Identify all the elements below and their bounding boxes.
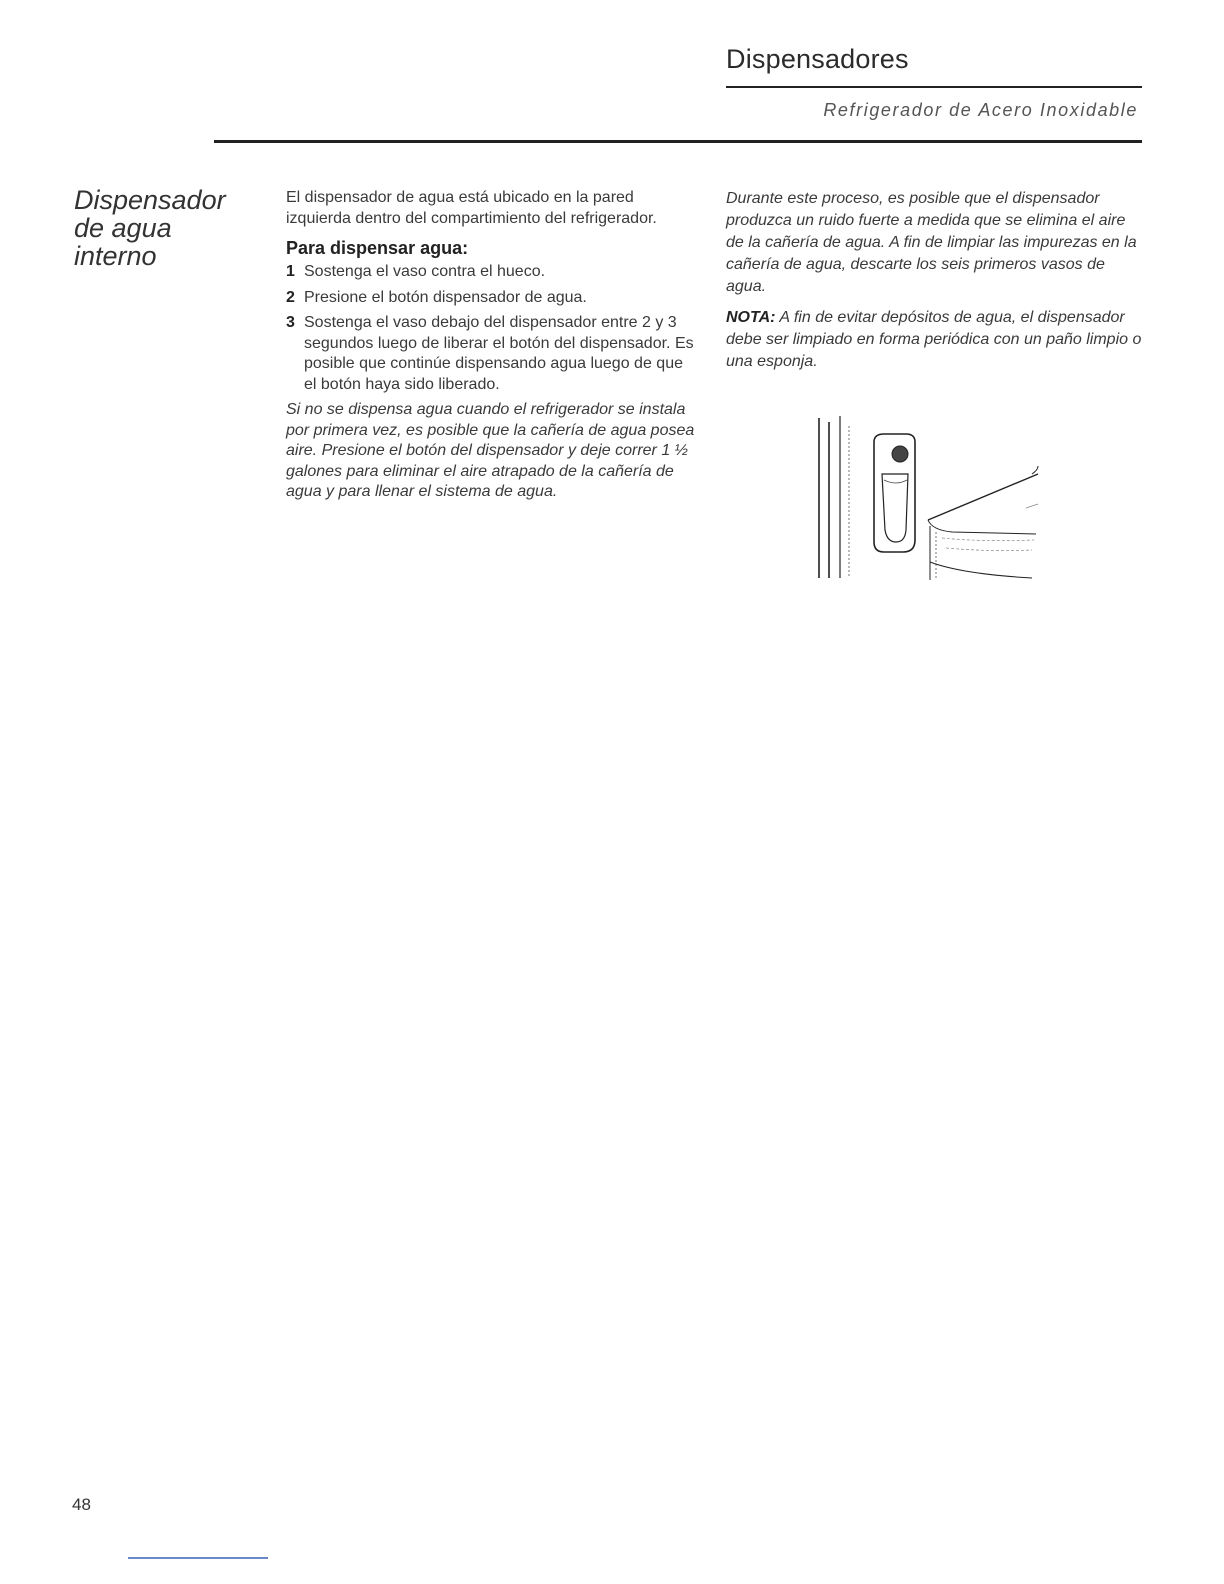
section-heading	[74, 186, 254, 270]
step-text: Sostenga el vaso debajo del dispensador entre 2 y 3 segundos luego de liberar el botón del dispensador. Es posible que continúe dispensando agua luego de que el botón haya sido liberado.	[304, 314, 694, 393]
list-item	[286, 313, 698, 395]
subheading: Para dispensar agua:	[286, 238, 469, 258]
section-divider	[214, 140, 1142, 143]
step-number: 1	[286, 263, 295, 280]
page-subtitle: Refrigerador de Acero Inoxidable	[823, 100, 1138, 120]
page-number: 48	[72, 1495, 91, 1514]
section-heading-line: interno	[74, 241, 157, 271]
step-number: 3	[286, 314, 295, 331]
air-note-paragraph: Si no se dispensa agua cuando el refrigerador se instala por primera vez, es posible que la cañería de agua posea aire. Presione el botón del dispensador y deje correr 1 ½ galones para eliminar el aire atrapado de la cañería de agua y para llenar el sistema de agua.	[286, 401, 695, 500]
step-text: Sostenga el vaso contra el hueco.	[304, 263, 546, 280]
process-paragraph: Durante este proceso, es posible que el dispensador produzca un ruido fuerte a medida que se elimina el aire de la cañería de agua. A fin de limpiar las impurezas en la cañería de agua, descarte los seis primeros vasos de agua.	[726, 190, 1137, 295]
cleaning-note	[726, 307, 1146, 373]
step-number: 2	[286, 288, 295, 306]
water-dispenser-illustration	[812, 412, 1044, 584]
footer-link-underline	[128, 1557, 268, 1559]
list-item	[286, 262, 698, 283]
list-item	[286, 288, 698, 309]
step-text: Presione el botón dispensador de agua.	[304, 288, 587, 306]
left-column	[286, 188, 698, 503]
steps-list	[286, 262, 698, 395]
section-heading-line: de agua	[74, 213, 172, 243]
page-title: Dispensadores	[726, 44, 909, 74]
right-column	[726, 188, 1146, 373]
intro-paragraph: El dispensador de agua está ubicado en la pared izquierda dentro del compartimiento del refrigerador.	[286, 189, 657, 227]
note-label: NOTA:	[726, 309, 776, 326]
section-heading-line: Dispensador	[74, 185, 226, 215]
note-text: A fin de evitar depósitos de agua, el dispensador debe ser limpiado en forma periódica con un paño limpio o una esponja.	[726, 309, 1142, 370]
header-rule	[726, 86, 1142, 88]
